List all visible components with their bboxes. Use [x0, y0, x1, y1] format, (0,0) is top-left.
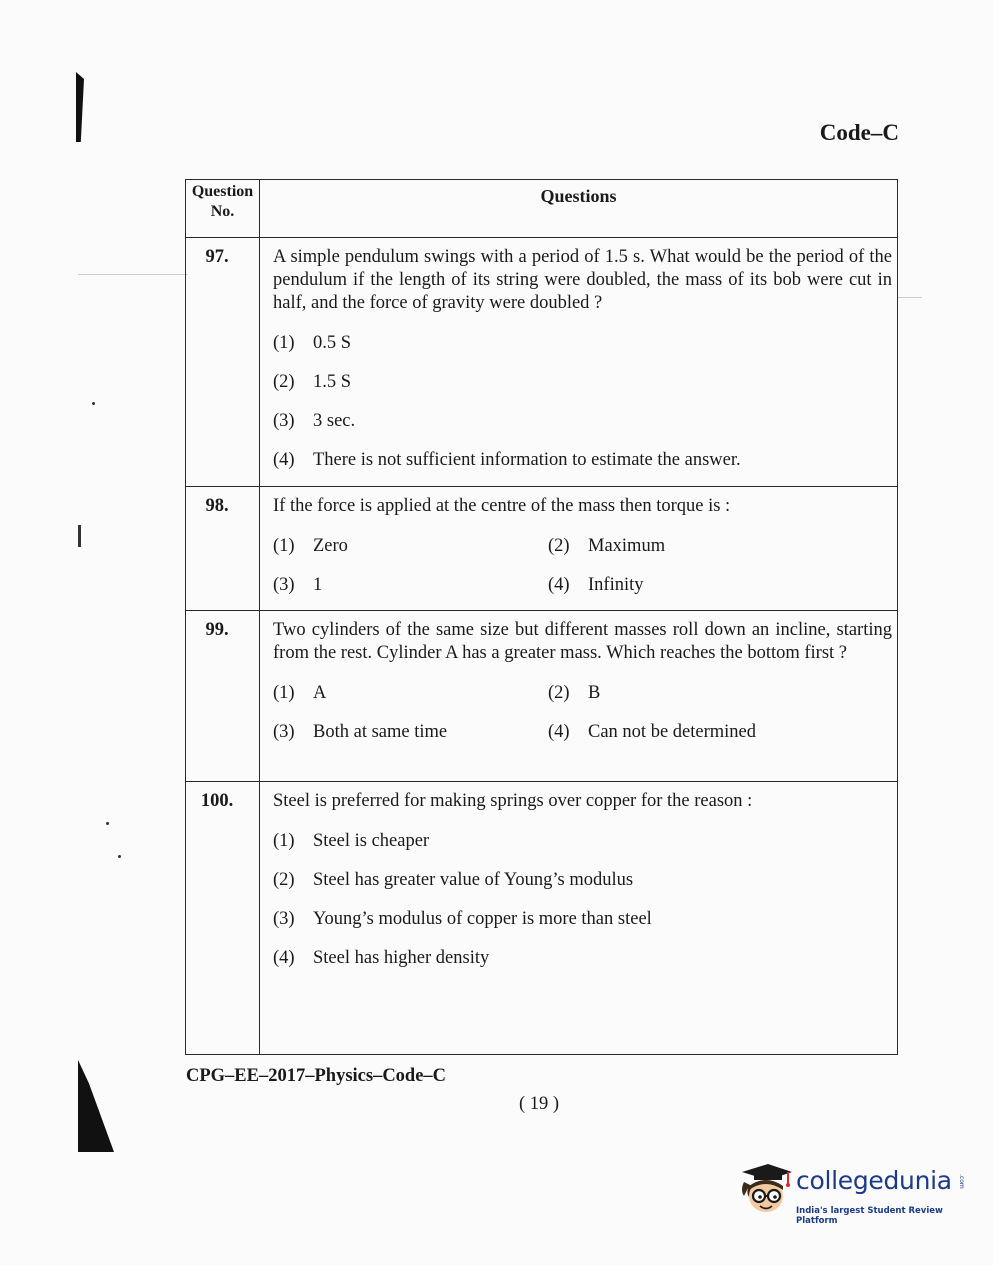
scan-line [78, 274, 188, 275]
option-number: (1) [273, 333, 295, 353]
collegedunia-logo [736, 1160, 966, 1224]
option-text: Young’s modulus of copper is more than steel [313, 909, 652, 929]
question-text: Two cylinders of the same size but different masses roll down an incline, starting from the rest. Cylinder A has a greater mass. Which reaches the bottom first ? [273, 620, 892, 663]
options-list [273, 332, 892, 471]
option-4 [273, 449, 892, 471]
logo-dotcom: .com [958, 1174, 965, 1189]
question-row-97 [186, 238, 898, 487]
question-text: A simple pendulum swings with a period of 1.5 s. What would be the period of the pendulum if the length of its string were doubled, the mass of its bob were cut in half, and the force of gravity were doubled ? [273, 247, 892, 313]
footer-paper-code: CPG–EE–2017–Physics–Code–C [186, 1066, 447, 1086]
option-1 [273, 332, 892, 354]
option-3 [273, 574, 548, 596]
question-body [260, 487, 898, 611]
scan-dot [92, 402, 95, 405]
question-body [260, 611, 898, 782]
option-number: (3) [273, 722, 295, 742]
question-number: 100. [186, 782, 260, 1055]
option-4 [273, 947, 892, 969]
option-text: Both at same time [313, 722, 448, 742]
option-number: (1) [273, 536, 295, 556]
scan-dot [118, 855, 121, 858]
option-text: Can not be determined [588, 722, 756, 742]
questions-table [185, 179, 898, 1055]
option-number: (4) [273, 450, 295, 470]
mascot-icon [736, 1160, 794, 1224]
option-text: 1 [313, 575, 323, 595]
questions-header: Questions [260, 180, 898, 238]
option-2 [273, 371, 892, 393]
option-text: Infinity [588, 575, 644, 595]
option-number: (2) [548, 683, 570, 703]
question-no-header: Question No. [186, 180, 260, 238]
scan-line [898, 297, 922, 298]
option-2 [273, 869, 892, 891]
option-1 [273, 535, 548, 557]
option-text: Steel has higher density [313, 948, 490, 968]
option-text: There is not sufficient information to estimate the answer. [313, 450, 741, 470]
options-grid [273, 682, 892, 743]
option-number: (3) [273, 411, 295, 431]
option-number: (4) [548, 575, 570, 595]
question-text: If the force is applied at the centre of the mass then torque is : [273, 496, 731, 516]
scan-artifact-mid [78, 525, 81, 547]
logo-tagline: India's largest Student Review Platform [796, 1206, 943, 1226]
table-header-row [186, 180, 898, 238]
option-2 [548, 682, 892, 704]
option-number: (2) [273, 372, 295, 392]
option-3 [273, 908, 892, 930]
scan-artifact-bottom [78, 1060, 114, 1152]
options-grid [273, 535, 892, 596]
option-number: (3) [273, 909, 295, 929]
option-number: (3) [273, 575, 295, 595]
option-number: (4) [273, 948, 295, 968]
question-row-100 [186, 782, 898, 1055]
option-3 [273, 410, 892, 432]
option-1 [273, 682, 548, 704]
option-text: Zero [313, 536, 348, 556]
scan-artifact-top [76, 72, 84, 142]
option-2 [548, 535, 892, 557]
logo-wordmark: collegedunia [796, 1166, 952, 1195]
option-4 [548, 721, 892, 743]
question-number: 97. [186, 238, 260, 487]
question-number: 99. [186, 611, 260, 782]
option-text: B [588, 683, 601, 703]
option-number: (1) [273, 831, 295, 851]
option-number: (2) [273, 870, 295, 890]
question-body [260, 782, 898, 1055]
option-text: 0.5 S [313, 333, 352, 353]
options-list [273, 830, 892, 969]
option-text: Steel is cheaper [313, 831, 430, 851]
option-text: A [313, 683, 327, 703]
question-row-98 [186, 487, 898, 611]
option-1 [273, 830, 892, 852]
option-number: (1) [273, 683, 295, 703]
option-3 [273, 721, 548, 743]
paper-code-header: Code–C [819, 120, 899, 145]
scan-dot [106, 822, 109, 825]
question-text: Steel is preferred for making springs over copper for the reason : [273, 791, 753, 811]
option-4 [548, 574, 892, 596]
option-text: Steel has greater value of Young’s modulus [313, 870, 634, 890]
option-text: Maximum [588, 536, 666, 556]
page-number: ( 19 ) [519, 1094, 560, 1114]
option-number: (4) [548, 722, 570, 742]
question-number: 98. [186, 487, 260, 611]
option-text: 1.5 S [313, 372, 352, 392]
question-row-99 [186, 611, 898, 782]
question-body [260, 238, 898, 487]
option-text: 3 sec. [313, 411, 356, 431]
option-number: (2) [548, 536, 570, 556]
